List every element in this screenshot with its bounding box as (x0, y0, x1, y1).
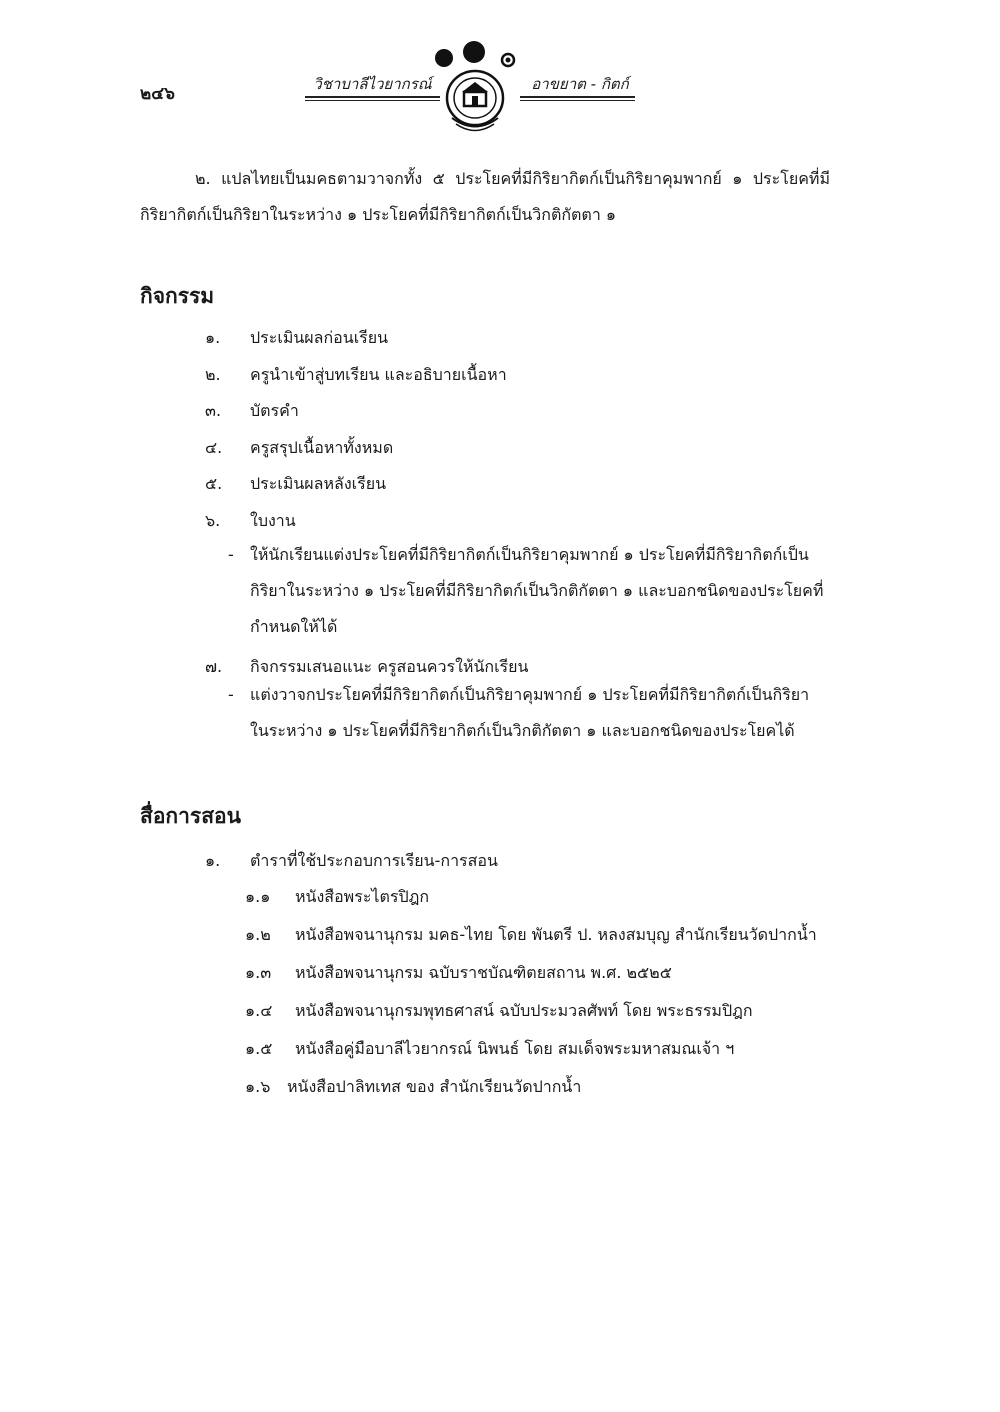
course-title: วิชาบาลีไวยากรณ์ (313, 75, 432, 93)
item-number: ๑.๔ (245, 1001, 273, 1020)
item-text: กิจกรรมเสนอแนะ ครูสอนควรให้นักเรียน (250, 657, 529, 676)
list-item (205, 320, 835, 357)
media-sub-list (245, 880, 835, 1104)
list-item (205, 503, 835, 540)
item-text: หนังสือพระไตรปิฎก (295, 887, 430, 906)
page-number: ๒๔๖ (140, 84, 175, 104)
list-item (245, 956, 835, 990)
unit-title: อาขยาต - กิตก์ (531, 75, 629, 93)
unit-underline (520, 96, 635, 98)
item-number: ๔. (205, 437, 223, 457)
item-text: ประเมินผลหลังเรียน (250, 474, 387, 493)
item-text: ครูสรุปเนื้อหาทั้งหมด (250, 437, 394, 457)
item-text: ประเมินผลก่อนเรียน (250, 328, 389, 347)
item-number: ๑.๖ (245, 1077, 271, 1096)
item-number: ๕. (205, 474, 223, 493)
list-item (205, 357, 835, 394)
course-underline (305, 96, 440, 98)
media-heading: สื่อการสอน (140, 804, 242, 828)
item-text: ครูนำเข้าสู่บทเรียน และอธิบายเนื้อหา (250, 364, 507, 384)
item-number: ๑.๕ (245, 1039, 273, 1058)
item-number: ๗. (205, 657, 223, 676)
page-header (0, 40, 1000, 140)
list-item (205, 466, 835, 503)
list-item (245, 918, 835, 952)
item-text: ใบงาน (250, 510, 296, 530)
item-number: ๑. (205, 328, 221, 347)
worksheet-detail-text: ให้นักเรียนแต่งประโยคที่มีกิริยากิตก์เป็นกิริยาคุมพากย์ ๑ ประโยคที่มีกิริยากิตก์เป็นกิริยาในระหว่าง ๑ ประโยคที่มีกิริยากิตก์เป็นวิกติกัตตา ๑ และบอกชนิดของประโยคที่กำหนดให้ได้ (250, 545, 824, 636)
dash-bullet: - (228, 685, 234, 704)
suggestion-detail-text: แต่งวาจกประโยคที่มีกิริยากิตก์เป็นกิริยาคุมพากย์ ๑ ประโยคที่มีกิริยากิตก์เป็นกิริยาในระหว่าง ๑ ประโยคที่มีกิริยากิตก์เป็นวิกติกัตตา ๑ และบอกชนิดของประโยคได้ (250, 685, 810, 740)
list-item (245, 994, 835, 1028)
item-text: หนังสือปาลิทเทส ของ สำนักเรียนวัดปากน้ำ (287, 1077, 582, 1096)
list-item (205, 843, 845, 879)
media-list (205, 843, 845, 879)
item-number: ๓. (205, 401, 222, 420)
item-text: บัตรคำ (250, 401, 299, 420)
item-text: ตำราที่ใช้ประกอบการเรียน-การสอน (250, 851, 498, 870)
item-number: ๖. (205, 510, 221, 530)
list-item (245, 1070, 835, 1104)
item-text: หนังสือคู่มือบาลีไวยากรณ์ นิพนธ์ โดย สมเด็จพระมหาสมณเจ้า ฯ (295, 1039, 735, 1058)
activities-heading: กิจกรรม (140, 284, 215, 308)
list-item (205, 393, 835, 430)
item-number: ๑.๑ (245, 887, 271, 906)
item-number: ๑.๓ (245, 963, 272, 982)
unit-underline-thin (520, 100, 635, 101)
item-number: ๑. (205, 851, 221, 870)
institution-seal-icon (430, 40, 520, 135)
worksheet-detail (228, 537, 825, 645)
list-item (245, 880, 835, 914)
suggestion-detail (228, 677, 825, 749)
item-number: ๑.๒ (245, 925, 271, 944)
list-item (205, 430, 835, 467)
item-number: ๒. (205, 364, 221, 384)
dash-bullet: - (228, 545, 234, 564)
item-text: หนังสือพจนานุกรม มคธ-ไทย โดย พันตรี ป. หลงสมบุญ สำนักเรียนวัดปากน้ำ (295, 925, 817, 944)
objective-paragraph: ๒. แปลไทยเป็นมคธตามวาจกทั้ง ๕ ประโยคที่มีกิริยากิตก์เป็นกิริยาคุมพากย์ ๑ ประโยคที่มีกิริยากิตก์เป็นกิริยาในระหว่าง ๑ ประโยคที่มีกิริยากิตก์เป็นวิกติกัตตา ๑ (140, 169, 830, 224)
item-text: หนังสือพจนานุกรม ฉบับราชบัณฑิตยสถาน พ.ศ. ๒๕๒๕ (295, 963, 672, 982)
course-underline-thin (305, 100, 440, 101)
item-text: หนังสือพจนานุกรมพุทธศาสน์ ฉบับประมวลศัพท์ โดย พระธรรมปิฎก (295, 1001, 753, 1020)
list-item (245, 1032, 835, 1066)
